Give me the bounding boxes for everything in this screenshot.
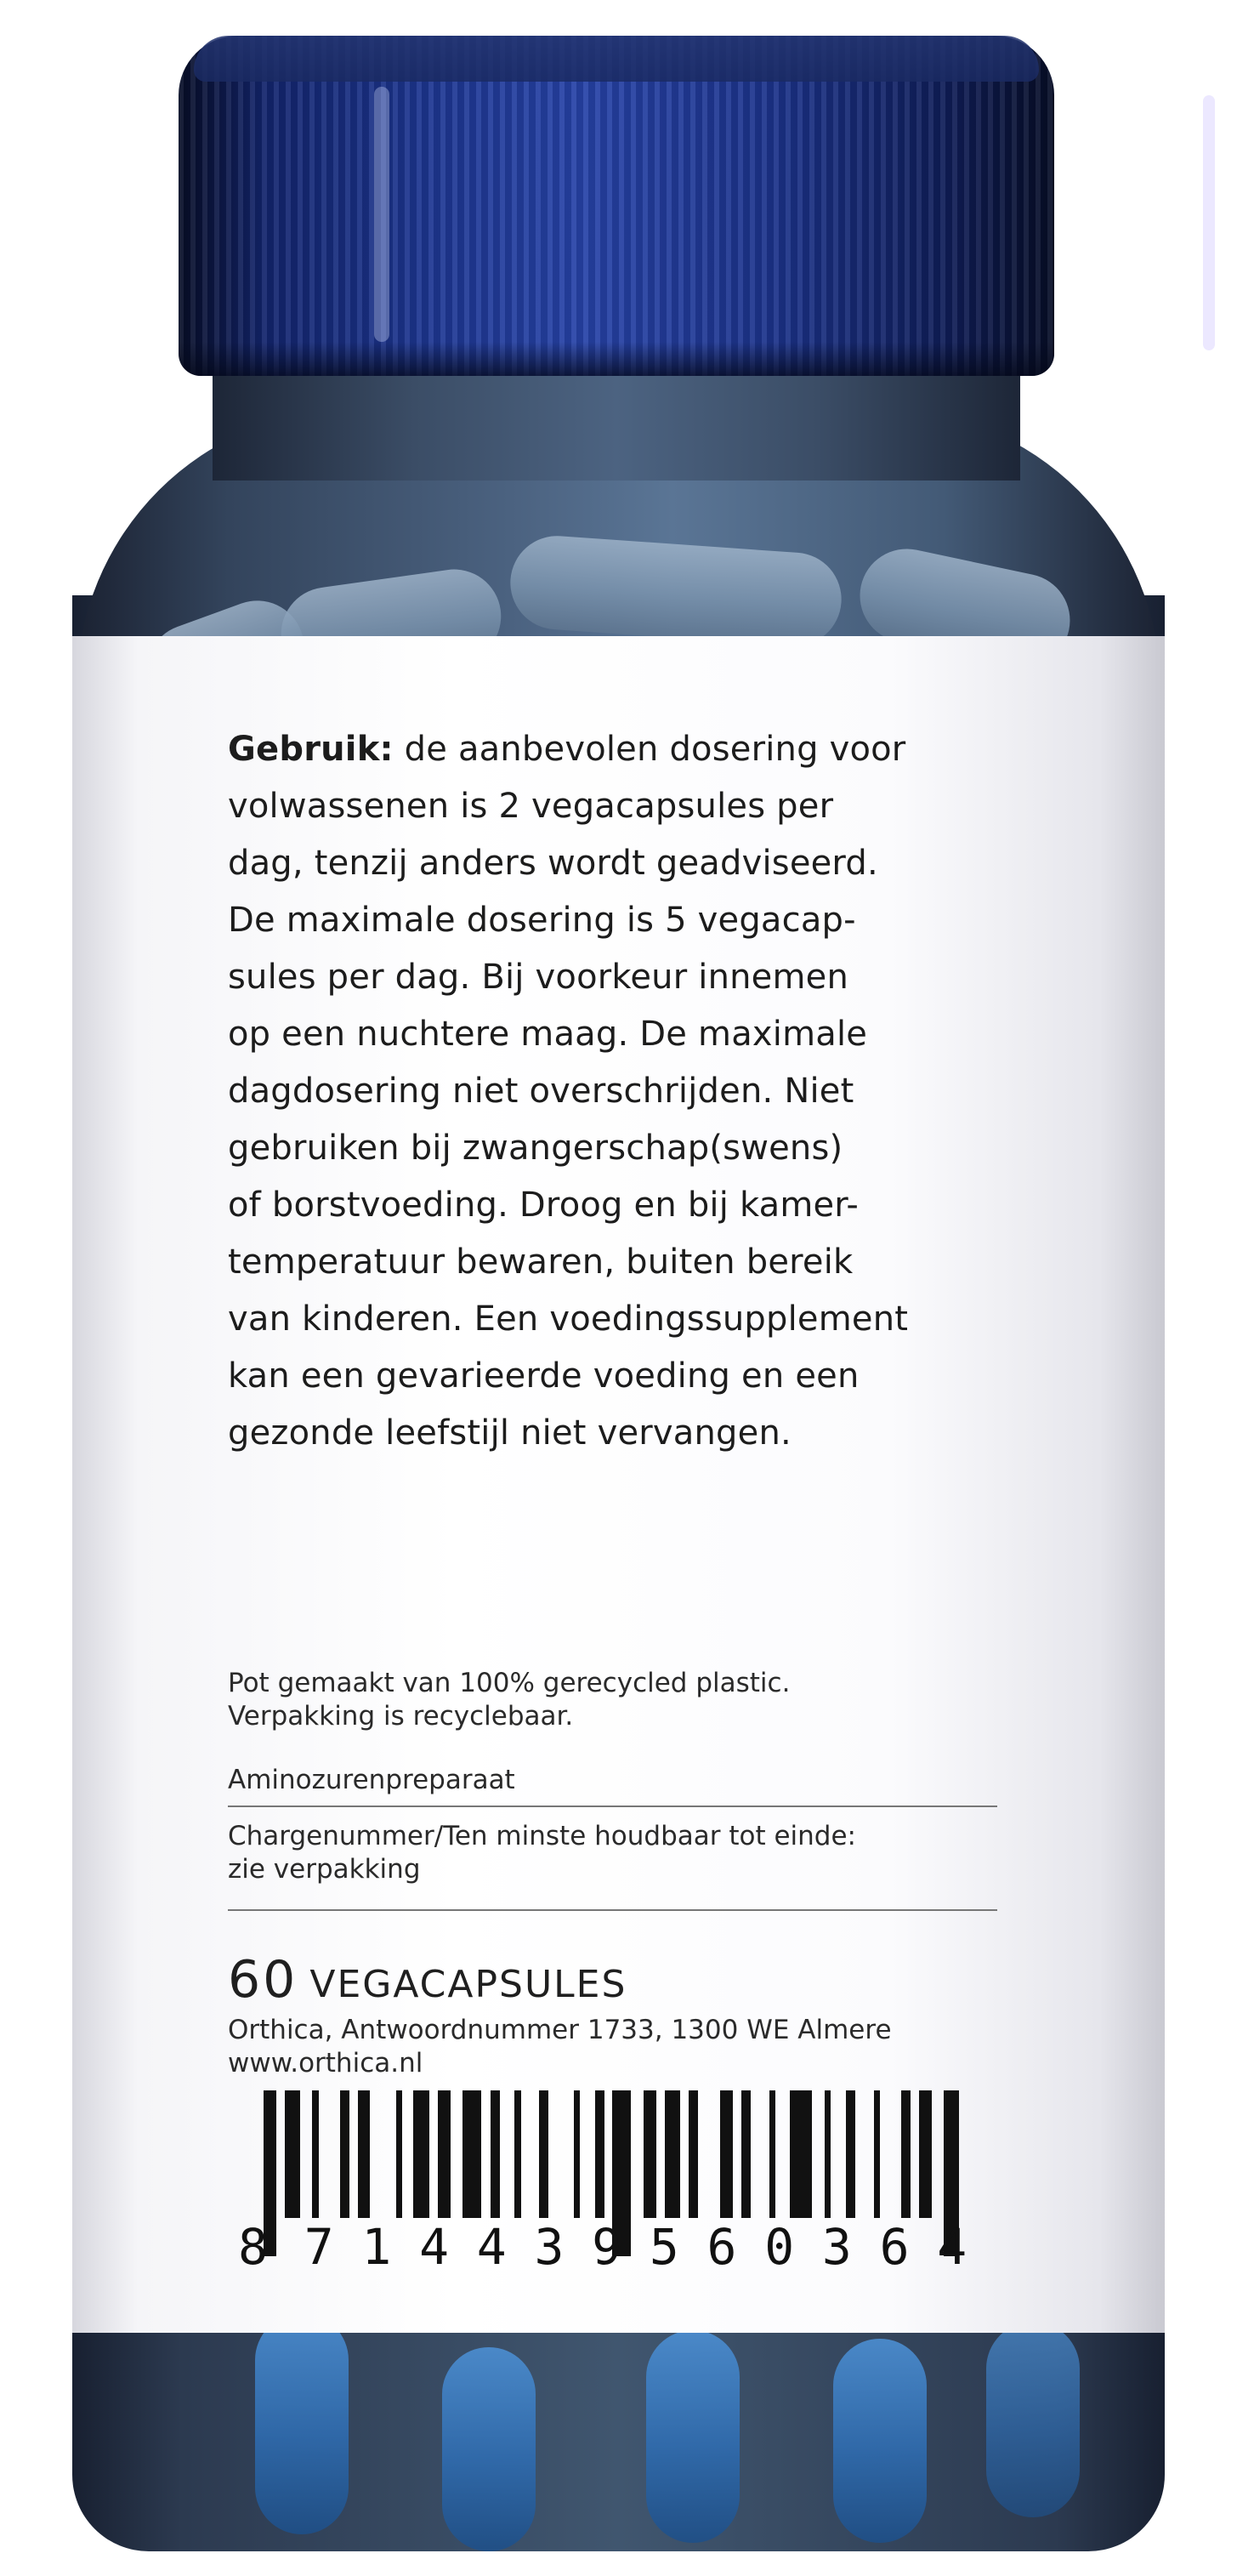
capsule-bottom-1: [255, 2313, 349, 2534]
barcode-bar: [874, 2090, 880, 2218]
capsule-bottom-4: [833, 2339, 927, 2543]
bottle-cap: [179, 36, 1054, 376]
capsule-count-number: 60: [228, 1950, 298, 2010]
barcode-digit: 1: [361, 2218, 392, 2276]
barcode-bar: [595, 2090, 604, 2218]
barcode-bar: [340, 2090, 349, 2218]
cap-top: [194, 36, 1039, 82]
usage-instructions: [228, 721, 1031, 1462]
barcode-digit: 7: [304, 2218, 334, 2276]
company-info: [228, 2014, 1023, 2080]
barcode-bar: [919, 2090, 932, 2218]
company-address: Orthica, Antwoordnummer 1733, 1300 WE Almere: [228, 2015, 892, 2045]
usage-line: van kinderen. Een voedingssupplement: [228, 1299, 909, 1339]
barcode-digits: [238, 2218, 986, 2277]
capsule-count: [228, 1950, 627, 2010]
batch-line-2: zie verpakking: [228, 1854, 421, 1885]
usage-line: kan een gevarieerde voeding en een: [228, 1356, 860, 1396]
usage-line: dagdosering niet overschrijden. Niet: [228, 1072, 854, 1111]
barcode-bar: [491, 2090, 500, 2218]
barcode-bar: [358, 2090, 371, 2218]
barcode-digit: 5: [649, 2218, 679, 2276]
barcode-bar: [462, 2090, 481, 2218]
barcode-bar: [574, 2090, 580, 2218]
barcode-digit: 8: [238, 2218, 268, 2276]
barcode-bar: [312, 2090, 318, 2218]
company-website: www.orthica.nl: [228, 2048, 423, 2078]
barcode-bar: [741, 2090, 751, 2218]
barcode-bar: [720, 2090, 733, 2218]
barcode-bar: [514, 2090, 520, 2218]
product-type: Aminozurenpreparaat: [228, 1765, 515, 1795]
barcode-bar: [901, 2090, 911, 2218]
usage-line: volwassenen is 2 vegacapsules per: [228, 787, 834, 826]
cap-highlight-right: [1203, 95, 1215, 350]
batch-line-1: Chargenummer/Ten minste houdbaar tot einde:: [228, 1821, 856, 1851]
barcode-digit: 3: [821, 2218, 852, 2276]
usage-line: dag, tenzij anders wordt geadviseerd.: [228, 844, 878, 883]
barcode-bar: [413, 2090, 428, 2218]
cap-ridges: [179, 36, 1054, 376]
barcode-bar: [539, 2090, 548, 2218]
capsule-bottom-3: [646, 2330, 740, 2543]
usage-line: op een nuchtere maag. De maximale: [228, 1015, 868, 1054]
barcode-digit: 6: [879, 2218, 910, 2276]
usage-line: de aanbevolen dosering voor: [393, 730, 906, 769]
barcode-bar: [665, 2090, 680, 2218]
barcode-bar: [790, 2090, 812, 2218]
usage-line: of borstvoeding. Droog en bij kamer-: [228, 1186, 860, 1225]
usage-line: temperatuur bewaren, buiten bereik: [228, 1243, 854, 1282]
barcode-bar: [644, 2090, 656, 2218]
bottle-neck: [213, 361, 1020, 481]
divider-2: [228, 1909, 997, 1911]
capsule-count-unit: VEGACAPSULES: [309, 1963, 627, 2006]
barcode-digit: 0: [764, 2218, 795, 2276]
divider-1: [228, 1805, 997, 1807]
barcode-bar: [438, 2090, 451, 2218]
usage-line: gebruiken bij zwangerschap(swens): [228, 1129, 843, 1168]
capsule-bottom-5: [986, 2322, 1080, 2517]
capsule-bottom-2: [442, 2347, 536, 2551]
barcode-digit: 9: [592, 2218, 622, 2276]
usage-line: sules per dag. Bij voorkeur innemen: [228, 958, 849, 997]
barcode-digit: 4: [476, 2218, 507, 2276]
barcode-bar: [396, 2090, 402, 2218]
usage-heading: Gebruik:: [228, 730, 394, 769]
recycle-line-2: Verpakking is recyclebaar.: [228, 1701, 574, 1732]
barcode-bar: [769, 2090, 775, 2218]
cap-highlight-left: [374, 87, 389, 342]
barcode-digit: 4: [419, 2218, 449, 2276]
barcode-bar: [285, 2090, 300, 2218]
barcode-digit: 4: [937, 2218, 967, 2276]
cap-lip: [179, 342, 1054, 376]
barcode-bar: [689, 2090, 698, 2218]
bottle-label: [72, 636, 1165, 2333]
usage-line: gezonde leefstijl niet vervangen.: [228, 1413, 792, 1453]
barcode-digit: 6: [706, 2218, 737, 2276]
usage-line: De maximale dosering is 5 vegacap-: [228, 901, 856, 940]
barcode-bar: [846, 2090, 855, 2218]
recycle-text: [228, 1667, 1023, 1733]
barcode-digit: 3: [534, 2218, 565, 2276]
barcode-bar: [825, 2090, 831, 2218]
batch-text: [228, 1820, 1023, 1886]
recycle-line-1: Pot gemaakt van 100% gerecycled plastic.: [228, 1668, 791, 1698]
